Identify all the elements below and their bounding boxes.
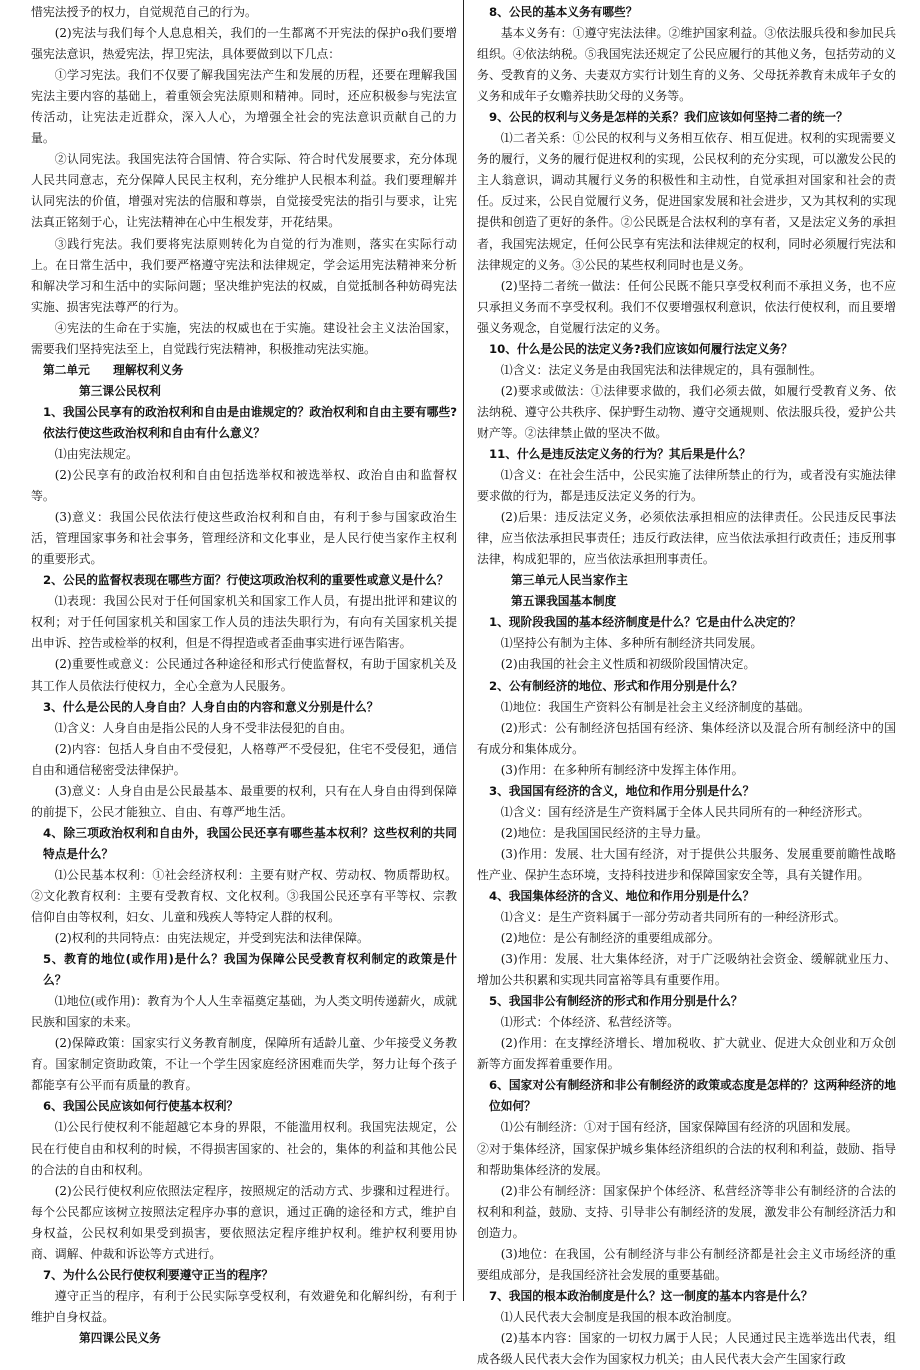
unit-heading: 第三单元人民当家作主 [511,573,628,588]
paragraph: ⑴坚持公有制为主体、多种所有制经济共同发展。 [500,636,763,651]
paragraph: ①学习宪法。我们不仅要了解我国宪法产生和发展的历程，还要在理解我国宪法主要内容的基础上，着重领会宪法原则和精神。同时，还应积极参与宪法宣传活动，让宪法走近群众，深入人心，为增强全社会的宪法意识贡献自己的力量。 [31,68,457,146]
paragraph: ⑴含义：国有经济是生产资料属于全体人民共同所有的一种经济形式。 [500,804,870,819]
paragraph: (2)基本内容：国家的一切权力属于人民；人民通过民主选举选出代表，组成各级人民代表大会作为国家权力机关；由人民代表大会产生国家行政 [477,1330,896,1366]
lesson-heading: 第五课我国基本制度 [511,594,617,609]
paragraph: (2)地位：是我国国民经济的主导力量。 [500,825,708,840]
paragraph: (2)宪法与我们每个人息息相关，我们的一生都离不开宪法的保护o我们要增强宪法意识，热爱宪法，捍卫宪法，具体要做到以下几点： [31,26,457,62]
paragraph: (2)重要性或意义：公民通过各种途径和形式行使监督权，有助于国家机关及其工作人员依法行使权力，全心全意为人民服务。 [31,657,457,693]
paragraph: ⑴公民基本权利：①社会经济权利：主要有财产权、劳动权、物质帮助权。②文化教育权利：主要有受教育权、文化权利。③我国公民还享有平等权、宗教信仰自由等权利，妇女、儿童和残疾人等特定人群的权利。 [31,867,457,925]
question-heading: 3、什么是公民的人身自由？人身自由的内容和意义分别是什么？ [43,699,379,714]
paragraph: (2)地位：是公有制经济的重要组成部分。 [500,931,720,946]
question-heading: 6、国家对公有制经济和非公有制经济的政策或态度是怎样的？这两种经济的地位如何？ [489,1078,896,1114]
paragraph: (2)权利的共同特点：由宪法规定，并受到宪法和法律保障。 [54,931,369,946]
paragraph: ③践行宪法。我们要将宪法原则转化为自觉的行为准则，落实在实际行动上。在日常生活中，我们要严格遵守宪法和法律规定，学会运用宪法精神来分析和解决学习和生活中的实际问题；坚决维护宪法的权威，自觉抵制各种妨碍宪法实施、损害宪法尊严的行为。 [31,236,457,314]
question-heading: 6、我国公民应该如何行使基本权利？ [43,1099,239,1114]
question-heading: 10、什么是公民的法定义务?我们应该如何履行法定义务？ [489,341,793,356]
question-heading: 1、我国公民享有的政治权利和自由是由谁规定的？政治权利和自由主要有哪些?依法行使这些政治权利和自由有什么意义？ [43,404,457,440]
paragraph: ⑴公有制经济：①对于国有经济，国家保障国有经济的巩固和发展。 [500,1120,858,1135]
question-heading: 5、教育的地位(或作用)是什么？我国为保障公民受教育权利制定的政策是什么？ [43,952,457,988]
lesson-heading: 第三课公民权利 [79,383,161,398]
paragraph: (2)要求或做法：①法律要求做的，我们必须去做，如履行受教育义务、依法纳税、遵守公共秩序、保护野生动物、遵守交通规则、依法服兵役，爱护公共财产等。②法律禁止做的坚决不做。 [477,383,896,440]
question-heading: 9、公民的权利与义务是怎样的关系？我们应该如何坚持二者的统一？ [489,110,848,125]
paragraph: (2)作用：在支撑经济增长、增加税收、扩大就业、促进大众创业和万众创新等方面发挥着重要作用。 [477,1036,896,1072]
left-column [31,2,457,1349]
question-heading: 7、为什么公民行使权利要遵守正当的程序？ [43,1267,274,1282]
paragraph: 惜宪法授予的权力，自觉规范自己的行为。 [31,5,257,19]
paragraph: ⑴形式：个体经济、私营经济等。 [500,1015,680,1030]
paragraph: ④宪法的生命在于实施，宪法的权威也在于实施。建设社会主义法治国家，需要我们坚持宪法至上，自觉践行宪法精神，积极推动宪法实施。 [31,320,457,356]
paragraph: 基本义务有：①遵守宪法法律。②维护国家利益。③依法服兵役和参加民兵组织。④依法纳税。⑤我国宪法还规定了公民应履行的其他义务，包括劳动的义务、受教育的义务、夫妻双方实行计划生育的义务、父母抚养教育未成年子女的义务和成年子女赡养扶助父母的义务等。 [477,26,896,104]
question-heading: 4、除三项政治权利和自由外，我国公民还享有哪些基本权利？这些权利的共同特点是什么？ [43,825,457,861]
paragraph: ⑴含义：法定义务是由我国宪法和法律规定的，具有强制性。 [500,362,822,377]
paragraph: (2)由我国的社会主义性质和初级阶段国情决定。 [500,657,756,672]
paragraph: ⑴二者关系：①公民的权利与义务相互依存、相互促进。权利的实现需要义务的履行，义务的履行促进权利的实现，公民权利的充分实现，可以激发公民的主人翁意识，调动其履行义务的积极性和主动性，自觉承担对国家和社会的责任。反过来，公民自觉履行义务，促进国家发展和社会进步，又为其权利的实现提供和创造了更好的条件。②公民既是合法权利的享有者，又是法定义务的承担者，我国宪法规定，任何公民享有宪法和法律规定的权利，同时必须履行宪法和法律规定的义务。③公民的某些权利同时也是义务。 [477,131,896,272]
paragraph: (3)作用：在多种所有制经济中发挥主体作用。 [500,762,744,777]
paragraph: (2)保障政策：国家实行义务教育制度，保障所有适龄儿童、少年接受义务教育。国家制定资助政策，不让一个学生因家庭经济困难而失学，努力让每个孩子都能享有公平而有质量的教育。 [31,1036,457,1093]
paragraph: (3)作用：发展、壮大集体经济，对于广泛吸纳社会资金、缓解就业压力、增加公共积累和实现共同富裕等具有重要作用。 [477,952,896,988]
paragraph: ⑴地位：我国生产资料公有制是社会主义经济制度的基础。 [500,699,810,714]
paragraph: (2)公民享有的政治权利和自由包括选举权和被选举权、政治自由和监督权等。 [31,468,457,504]
question-heading: 2、公有制经济的地位、形式和作用分别是什么？ [489,678,743,693]
paragraph: ⑴地位(或作用)：教育为个人人生幸福奠定基础，为人类文明传递薪火，成就民族和国家的未来。 [31,994,457,1030]
question-heading: 5、我国非公有制经济的形式和作用分别是什么？ [489,994,743,1009]
question-heading: 7、我国的根本政治制度是什么？这一制度的基本内容是什么？ [489,1288,813,1303]
paragraph: ⑴含义：人身自由是指公民的人身不受非法侵犯的自由。 [54,720,353,735]
question-heading: 8、公民的基本义务有哪些？ [489,5,638,19]
question-heading: 2、公民的监督权表现在哪些方面？行使这项政治权利的重要性或意义是什么？ [43,573,449,588]
paragraph: ②对于集体经济，国家保护城乡集体经济组织的合法的权利和利益，鼓励、指导和帮助集体经济的发展。 [477,1141,896,1177]
question-heading: 1、现阶段我国的基本经济制度是什么？它是由什么决定的？ [489,615,802,630]
paragraph: ⑴表现：我国公民对于任何国家机关和国家工作人员，有提出批评和建议的权利；对于任何国家机关和国家工作人员的违法失职行为，有向有关国家机关提出申诉、控告或检举的权利，但是不得捏造或者歪曲事实进行诬告陷害。 [31,594,457,651]
paragraph: ⑴由宪法规定。 [54,446,139,461]
question-heading: 4、我国集体经济的含义、地位和作用分别是什么？ [489,888,755,903]
paragraph: (2)公民行使权利应依照法定程序，按照规定的活动方式、步骤和过程进行。每个公民都应该树立按照法定程序办事的意识，通过正确的途径和方式，维护自身权益，公民权利如果受到损害，要依照法定程序维护权利。维护权利要用协商、调解、仲裁和诉讼等方式进行。 [31,1183,457,1261]
paragraph: (2)非公有制经济：国家保护个体经济、私营经济等非公有制经济的合法的权利和利益，鼓励、支持、引导非公有制经济的发展，激发非公有制经济活力和创造力。 [477,1183,896,1240]
lesson-heading: 第四课公民义务 [79,1330,161,1345]
paragraph: ⑴含义：在社会生活中，公民实施了法律所禁止的行为，或者没有实施法律要求做的行为，都是违反法定义务的行为。 [477,468,896,504]
paragraph: ⑴含义：是生产资料属于一部分劳动者共同所有的一种经济形式。 [500,910,846,925]
paragraph: ⑴公民行使权利不能超越它本身的界限，不能滥用权利。我国宪法规定，公民在行使自由和权利的时候，不得损害国家的、社会的，集体的利益和其他公民的合法的自由和权利。 [31,1120,457,1177]
question-heading: 3、我国国有经济的含义，地位和作用分别是什么？ [489,783,755,798]
paragraph: 遵守正当的程序，有利于公民实际享受权利，有效避免和化解纠纷，有利于维护自身权益。 [31,1288,457,1324]
paragraph: (2)形式：公有制经济包括国有经济、集体经济以及混合所有制经济中的国有成分和集体成分。 [477,720,896,756]
column-divider [463,0,464,1301]
right-column [477,2,896,1370]
unit-heading: 第二单元 理解权利义务 [43,362,184,377]
paragraph: (3)地位：在我国，公有制经济与非公有制经济都是社会主义市场经济的重要组成部分，是我国经济社会发展的重要基础。 [477,1246,896,1282]
paragraph: ⑴人民代表大会制度是我国的根本政治制度。 [500,1309,739,1324]
paragraph: (2)坚持二者统一做法：任何公民既不能只享受权利而不承担义务，也不应只承担义务而不享受权利。我们不仅要增强权利意识，依法行使权利，而且要增强义务观念，自觉履行法定的义务。 [477,278,896,335]
paragraph: (3)作用：发展、壮大国有经济，对于提供公共服务、发展重要前瞻性战略性产业、保护生态环境，支持科技进步和保障国家安全等，具有关键作用。 [477,846,896,882]
question-heading: 11、什么是违反法定义务的行为？其后果是什么？ [489,446,751,461]
paragraph: (3)意义：我国公民依法行使这些政治权利和自由，有利于参与国家政治生活，管理国家事务和社会事务，管理经济和文化事业，是人民行使当家作主权利的重要形式。 [31,510,457,567]
paragraph: (2)后果：违反法定义务，必须依法承担相应的法律责任。公民违反民事法律，应当依法承担民事责任；违反行政法律，应当依法承担行政责任；违反刑事法律，构成犯罪的，应当依法承担刑事责任。 [477,510,896,567]
paragraph: ②认同宪法。我国宪法符合国情、符合实际、符合时代发展要求，充分体现人民共同意志，充分保障人民民主权利，充分维护人民根本利益。我们要理解并认同宪法的价值，增强对宪法的信服和尊崇，自觉接受宪法的指引与要求，让宪法真正铭刻于心，让宪法精神在心中生根发芽，开花结果。 [31,152,457,230]
paragraph: (3)意义：人身自由是公民最基本、最重要的权利，只有在人身自由得到保障的前提下，公民才能独立、自由、有尊严地生活。 [31,783,457,819]
paragraph: (2)内容：包括人身自由不受侵犯，人格尊严不受侵犯，住宅不受侵犯，通信自由和通信秘密受法律保护。 [31,741,457,777]
